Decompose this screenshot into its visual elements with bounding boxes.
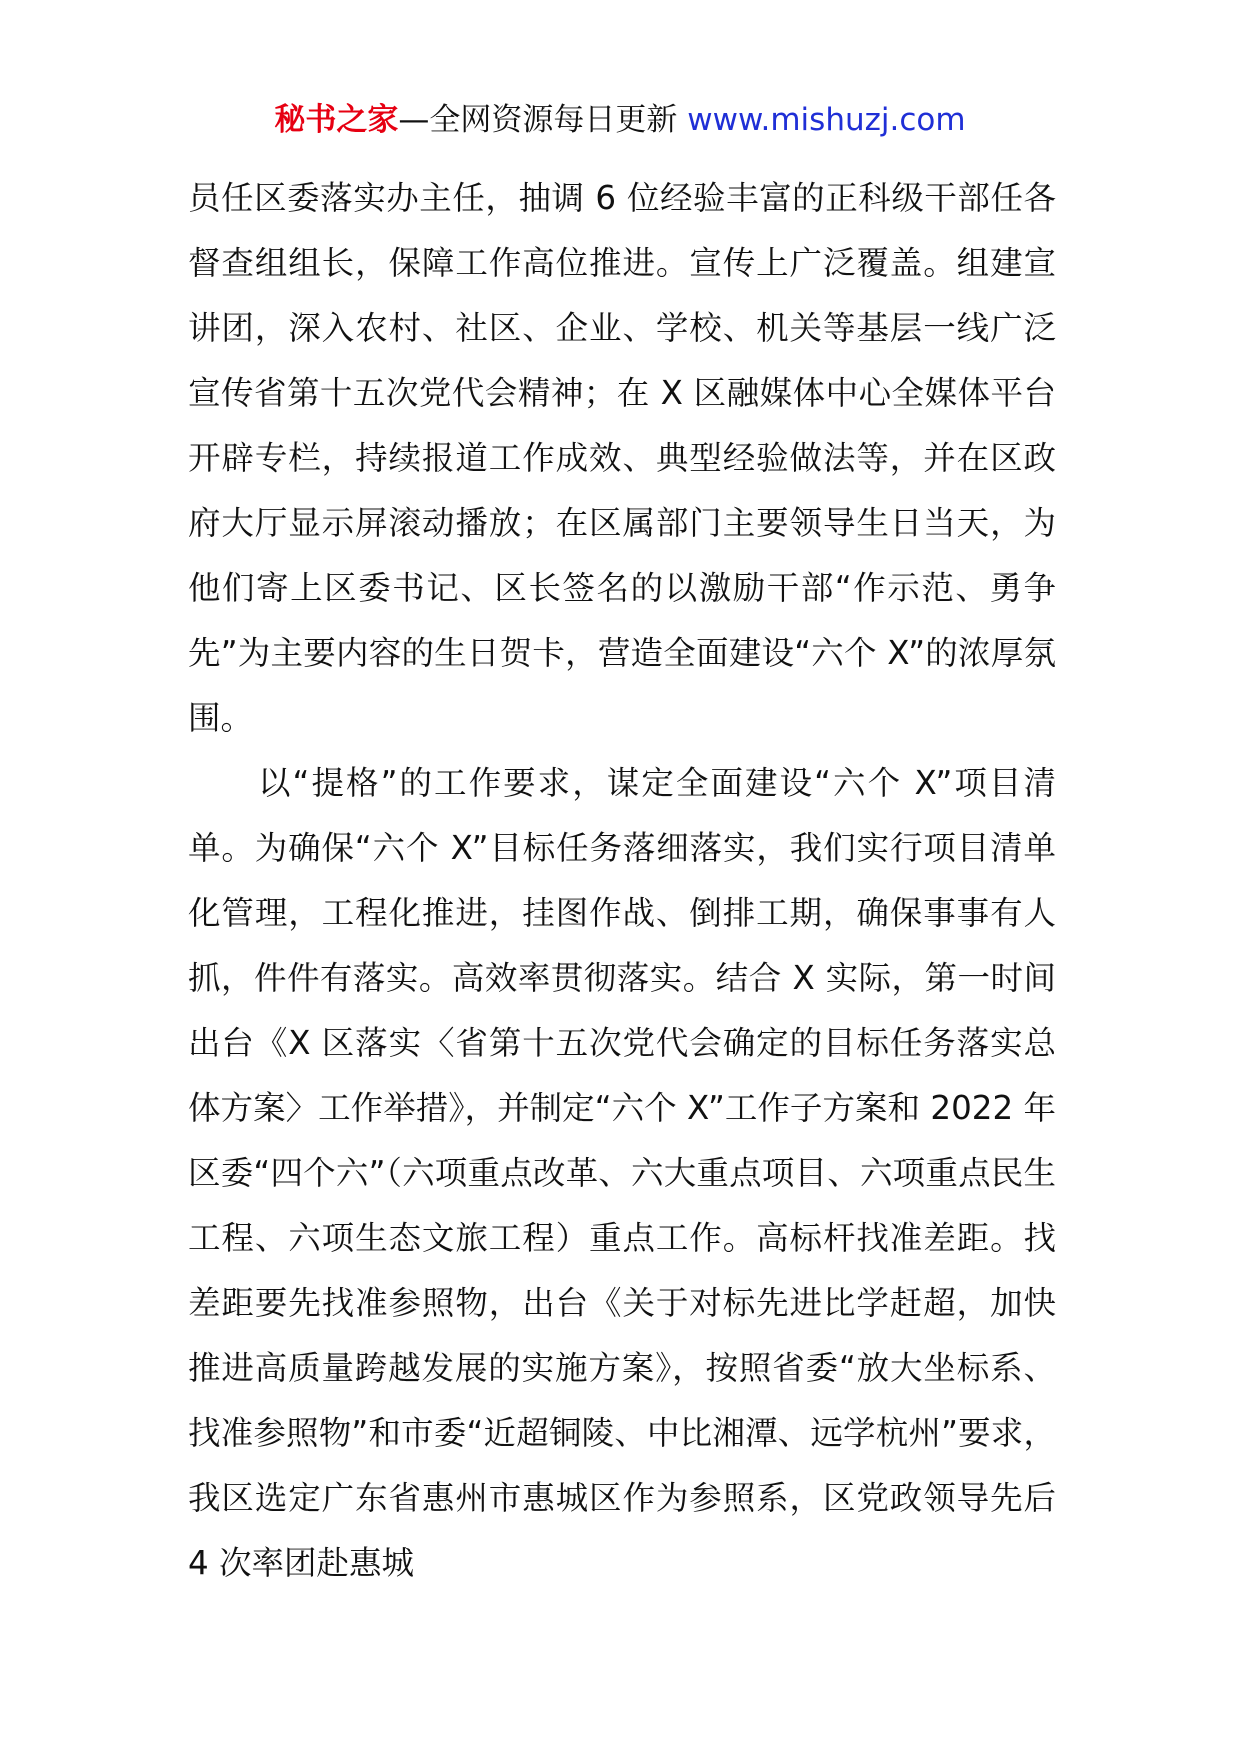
header-tagline: —全网资源每日更新 (398, 102, 688, 138)
header-url-link[interactable]: www.mishuzj.com (687, 102, 966, 138)
header-brand: 秘书之家 (274, 102, 399, 138)
paragraph-1: 员任区委落实办主任，抽调 6 位经验丰富的正科级干部任各督查组组长，保障工作高位推进。宣传上广泛覆盖。组建宣讲团，深入农村、社区、企业、学校、机关等基层一线广泛宣传省第十五次党代会精神；在 X 区融媒体中心全媒体平台开辟专栏，持续报道工作成效、典型经验做法等，并在区政府大厅显示屏滚动播放；在区属部门主要领导生日当天，为他们寄上区委书记、区长签名的以激励干部“作示范、勇争先”为主要内容的生日贺卡，营造全面建设“六个 X”的浓厚氛围。 (188, 179, 1056, 737)
document-body (188, 166, 1056, 1596)
page-header (0, 100, 1240, 140)
paragraph-2: 以“提格”的工作要求，谋定全面建设“六个 X”项目清单。为确保“六个 X”目标任务落细落实，我们实行项目清单化管理，工程化推进，挂图作战、倒排工期，确保事事有人抓，件件有落实。高效率贯彻落实。结合 X 实际，第一时间出台《X 区落实〈省第十五次党代会确定的目标任务落实总体方案〉工作举措》，并制定“六个 X”工作子方案和 2022 年区委“四个六”（六项重点改革、六大重点项目、六项重点民生工程、六项生态文旅工程）重点工作。高标杆找准差距。找差距要先找准参照物，出台《关于对标先进比学赶超，加快推进高质量跨越发展的实施方案》，按照省委“放大坐标系、找准参照物”和市委“近超铜陵、中比湘潭、远学杭州”要求，我区选定广东省惠州市惠城区作为参照系，区党政领导先后 4 次率团赴惠城 (188, 764, 1056, 1582)
